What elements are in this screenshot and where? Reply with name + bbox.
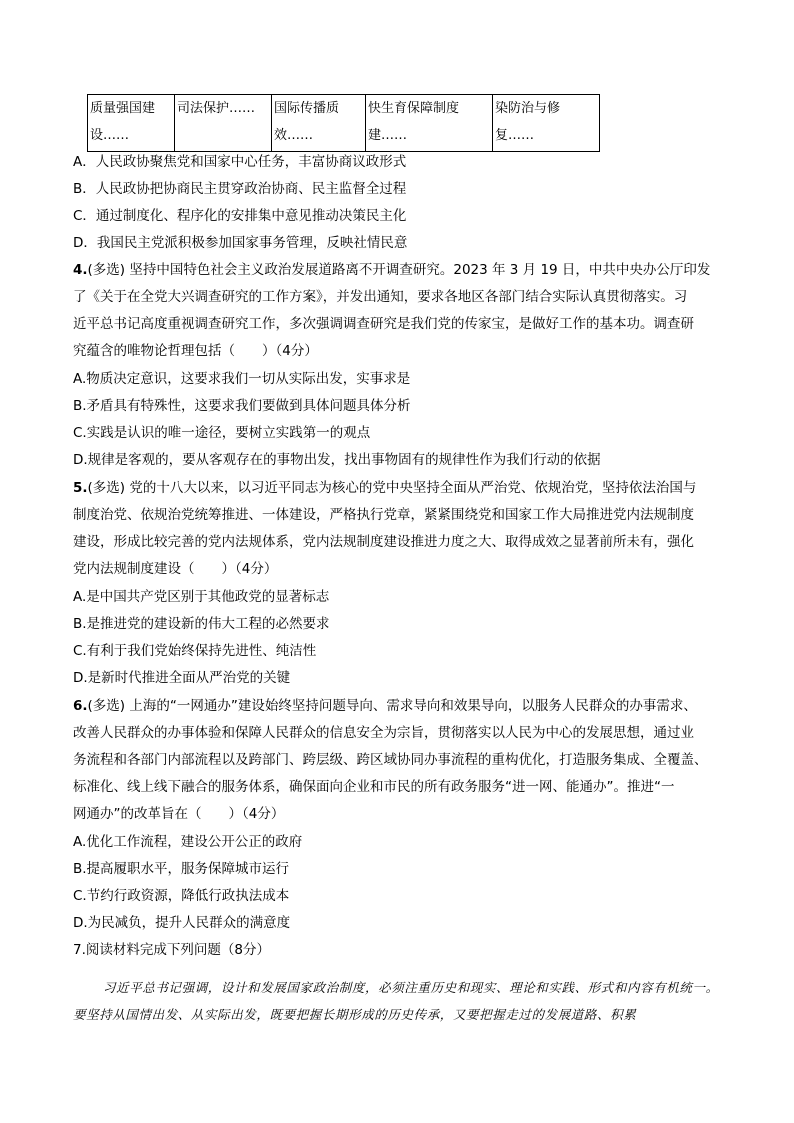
- q6-stem-line: 标准化、线上线下融合的服务体系，确保面向企业和市民的所有政务服务“进一网、能通办”。推进“一: [73, 779, 675, 795]
- q5-option-c: C.有利于我们党始终保持先进性、纯洁性: [73, 643, 317, 659]
- q6-option-a: A.优化工作流程，建设公开公正的政府: [73, 834, 303, 850]
- q3-option-c: C．通过制度化、程序化的安排集中意见推动决策民主化: [73, 208, 407, 224]
- q5-stem-line: 5.(多选) 党的十八大以来，以习近平同志为核心的党中央坚持全面从严治党、依规治党，坚持依法治国与: [73, 480, 697, 496]
- q3-option-a: A．人民政协聚焦党和国家中心任务，丰富协商议政形式: [73, 154, 407, 170]
- q6-option-d: D.为民减负，提升人民群众的满意度: [73, 915, 291, 931]
- q4-number: 4.: [73, 262, 88, 278]
- q5-option-b: B.是推进党的建设新的伟大工程的必然要求: [73, 616, 330, 632]
- q4-stem-line: 了《关于在全党大兴调查研究的工作方案》，并发出通知，要求各地区各部门结合实际认真贯彻落实。习: [73, 289, 688, 305]
- table-cell: 质量强国建设……: [88, 95, 175, 152]
- q6-stem-line: 务流程和各部门内部流程以及跨部门、跨层级、跨区域协同办事流程的重构优化，打造服务集成、全覆盖、: [73, 752, 708, 768]
- q5-number: 5.: [73, 480, 88, 496]
- q6-option-b: B.提高履职水平，服务保障城市运行: [73, 861, 290, 877]
- q5-stem-line: 党内法规制度建设（ ）（4分）: [73, 561, 278, 577]
- q4-option-d: D.规律是客观的，要从客观存在的事物出发，找出事物固有的规律性作为我们行动的依据: [73, 452, 601, 468]
- table-row: [88, 95, 600, 152]
- q3-option-b: B．人民政协把协商民主贯穿政治协商、民主监督全过程: [73, 181, 407, 197]
- q7-title: 7.阅读材料完成下列问题（8分）: [73, 942, 270, 958]
- q6-option-c: C.节约行政资源，降低行政执法成本: [73, 888, 290, 904]
- q5-option-d: D.是新时代推进全面从严治党的关键: [73, 670, 291, 686]
- q3-option-d: D．我国民主党派积极参加国家事务管理，反映社情民意: [73, 235, 408, 251]
- policy-table: [87, 94, 600, 152]
- q4-option-b: B.矛盾具有特殊性，这要求我们要做到具体问题具体分析: [73, 398, 411, 414]
- q4-stem-line: 近平总书记高度重视调查研究工作，多次强调调查研究是我们党的传家宝，是做好工作的基本功。调查研: [73, 316, 694, 332]
- table-cell: 司法保护……: [175, 95, 272, 152]
- q4-option-a: A.物质决定意识，这要求我们一切从实际出发，实事求是: [73, 371, 411, 387]
- table-cell: 国际传播质效……: [272, 95, 366, 152]
- table-cell: 染防治与修复……: [493, 95, 600, 152]
- q5-stem-line: 建设，形成比较完善的党内法规体系，党内法规制度建设推进力度之大、取得成效之显著前所未有，强化: [73, 534, 694, 550]
- q6-number: 6.: [73, 698, 88, 714]
- q5-option-a: A.是中国共产党区别于其他政党的显著标志: [73, 589, 330, 605]
- q4-option-c: C.实践是认识的唯一途径，要树立实践第一的观点: [73, 425, 371, 441]
- q5-stem-line: 制度治党、依规治党统筹推进、一体建设，严格执行党章，紧紧围绕党和国家工作大局推进党内法规制度: [73, 507, 694, 523]
- q6-stem-line: 6.(多选) 上海的“一网通办”建设始终坚持问题导向、需求导向和效果导向，以服务人民群众的办事需求、: [73, 698, 697, 714]
- q4-stem-line: 4.(多选) 坚持中国特色社会主义政治发展道路离不开调查研究。2023 年 3 月 19 日，中共中央办公厅印发: [73, 262, 711, 278]
- q6-stem-line: 改善人民群众的办事体验和保障人民群众的信息安全为宗旨，贯彻落实以人民为中心的发展思想，通过业: [73, 725, 694, 741]
- table-cell: 快生育保障制度建……: [366, 95, 493, 152]
- reading-material: 习近平总书记强调，设计和发展国家政治制度，必须注重历史和现实、理论和实践、形式和内容有机统一。要坚持从国情出发、从实际出发，既要把握长期形成的历史传承，又要把握走过的发展道路、积累: [73, 980, 719, 1022]
- q6-stem-line: 网通办”的改革旨在（ ）（4分）: [73, 806, 285, 822]
- q4-stem-line: 究蕴含的唯物论哲理包括（ ）（4分）: [73, 343, 318, 359]
